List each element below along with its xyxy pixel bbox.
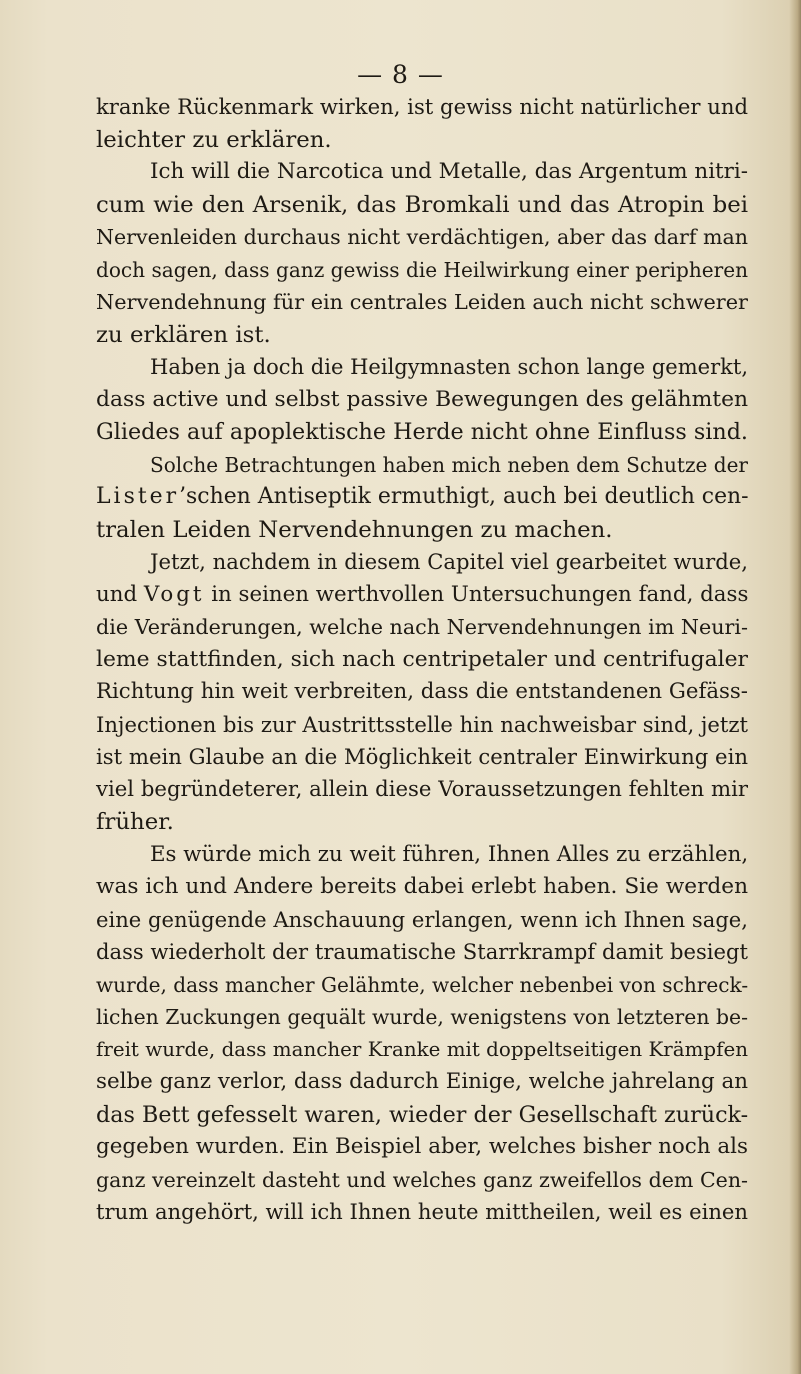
text-line: zu erklären ist. <box>96 321 271 348</box>
text-line: Nervenleiden durchaus nicht verdächtigen, aber das darf man <box>96 225 749 249</box>
text-line: Nervendehnung für ein centrales Leiden auch nicht schwerer <box>96 290 748 314</box>
text-line: selbe ganz verlor, dass dadurch Einige, welche jahrelang an <box>96 1069 748 1094</box>
text-line: wurde, dass mancher Gelähmte, welcher nebenbei von schreck- <box>96 972 749 997</box>
text-line: was ich und Andere bereits dabei erlebt haben. Sie werden <box>96 874 748 899</box>
text-line: gegeben wurden. Ein Beispiel aber, welches bisher noch als <box>96 1134 748 1159</box>
paragraph <box>96 351 748 449</box>
spaced-name: Vogt <box>143 581 205 607</box>
text-line: Ich will die Narcotica und Metalle, das Argentum nitri- <box>150 159 748 184</box>
paragraph <box>96 839 748 1229</box>
text-line: Haben ja doch die Heilgymnasten schon lange gemerkt, <box>150 354 748 379</box>
text-line: trum angehört, will ich Ihnen heute mittheilen, weil es einen <box>96 1199 749 1224</box>
text-line: viel begründeterer, allein diese Voraussetzungen fehlten mir <box>96 776 748 802</box>
text-line: das Bett gefesselt waren, wieder der Gesellschaft zurück- <box>96 1101 749 1128</box>
text-line: doch sagen, dass ganz gewiss die Heilwirkung einer peripheren <box>96 257 748 282</box>
paragraph <box>96 449 748 547</box>
paragraph <box>96 91 748 156</box>
text-line: Lister’schen Antiseptik ermuthigt, auch bei deutlich cen- <box>96 484 749 509</box>
text-line: dass active und selbst passive Bewegungen des gelähmten <box>96 386 749 412</box>
text-line: Solche Betrachtungen haben mich neben dem Schutze der <box>150 452 748 477</box>
text-line: Es würde mich zu weit führen, Ihnen Alles zu erzählen, <box>150 841 749 867</box>
text-line: leme stattfinden, sich nach centripetaler und centrifugaler <box>96 646 748 672</box>
spaced-name: Lister <box>96 484 180 509</box>
text-line: früher. <box>96 809 174 835</box>
text-line: dass wiederholt der traumatische Starrkrampf damit besiegt <box>96 939 748 964</box>
paragraph <box>96 546 748 839</box>
text-line: Jetzt, nachdem in diesem Capitel viel gearbeitet wurde, <box>150 549 748 574</box>
text-line: tralen Leiden Nervendehnungen zu machen. <box>96 516 613 543</box>
text-line: und Vogt in seinen werthvollen Untersuchungen fand, dass <box>96 581 749 607</box>
text-line: Gliedes auf apoplektische Herde nicht ohne Einfluss sind. <box>96 419 748 445</box>
text-line: ganz vereinzelt dasteht und welches ganz zweifellos dem Cen- <box>96 1167 748 1192</box>
body-text <box>96 91 748 1229</box>
text-line: die Veränderungen, welche nach Nervendehnungen im Neuri- <box>96 615 748 639</box>
text-line: ist mein Glaube an die Möglichkeit centraler Einwirkung ein <box>96 744 748 769</box>
text-line: lichen Zuckungen gequält wurde, wenigstens von letzteren be- <box>96 1005 748 1029</box>
text-line: freit wurde, dass mancher Kranke mit doppeltseitigen Krämpfen <box>96 1037 748 1061</box>
text-line: eine genügende Anschauung erlangen, wenn ich Ihnen sage, <box>96 906 748 932</box>
text-line: kranke Rückenmark wirken, ist gewiss nicht natürlicher und <box>96 94 748 119</box>
text-line: leichter zu erklären. <box>96 126 332 153</box>
text-line: Richtung hin weit verbreiten, dass die entstandenen Gefäss- <box>96 679 748 704</box>
text-line: cum wie den Arsenik, das Bromkali und das Atropin bei <box>96 191 748 218</box>
text-line: Injectionen bis zur Austrittsstelle hin nachweisbar sind, jetzt <box>96 711 748 737</box>
page-edge-shadow <box>789 0 801 1374</box>
paragraph <box>96 156 748 351</box>
page-number: — 8 — <box>357 60 444 89</box>
